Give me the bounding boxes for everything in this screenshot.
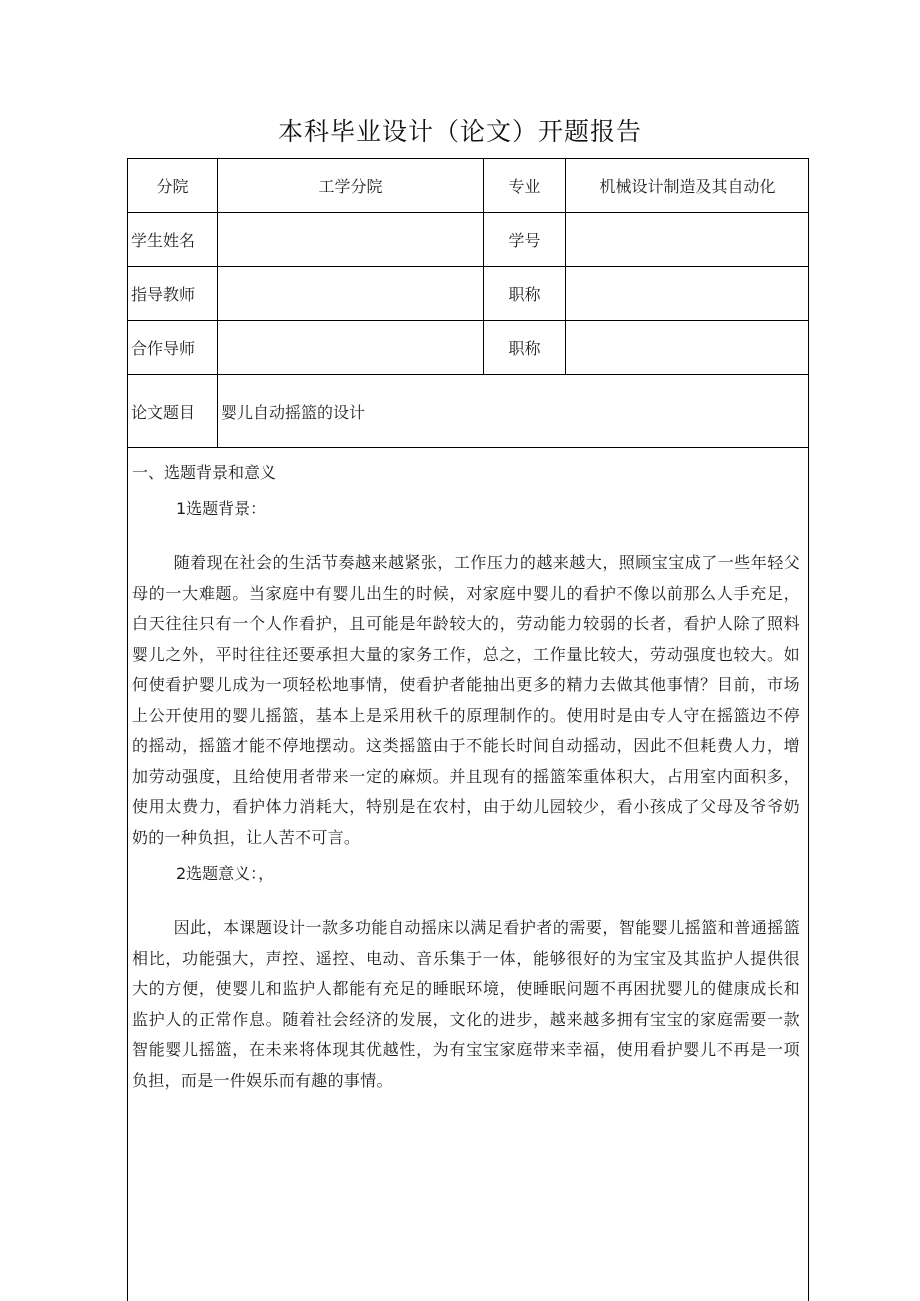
- report-form: [127, 158, 809, 1301]
- co-advisor-label: 合作导师: [128, 321, 218, 375]
- table-row: [128, 375, 810, 448]
- table-row: [128, 267, 810, 321]
- department-label: 分院: [128, 159, 218, 213]
- advisor-title-field[interactable]: [566, 267, 810, 321]
- significance-heading: 2选题意义：，: [176, 864, 275, 883]
- student-name-label: 学生姓名: [128, 213, 218, 267]
- advisor-title-label: 职称: [484, 267, 566, 321]
- topic-field[interactable]: 婴儿自动摇篮的设计: [218, 375, 810, 448]
- report-body: [128, 448, 808, 1096]
- table-row: [128, 213, 810, 267]
- co-advisor-field[interactable]: [218, 321, 484, 375]
- section-heading: 一、选题背景和意义: [132, 463, 277, 482]
- co-advisor-title-label: 职称: [484, 321, 566, 375]
- advisor-field[interactable]: [218, 267, 484, 321]
- topic-label: 论文题目: [128, 375, 218, 448]
- page-title: 本科毕业设计（论文）开题报告: [277, 117, 642, 146]
- student-name-field[interactable]: [218, 213, 484, 267]
- background-paragraph: 随着现在社会的生活节奏越来越紧张，工作压力的越来越大，照顾宝宝成了一些年轻父母的一大难题。当家庭中有婴儿出生的时候，对家庭中婴儿的看护不像以前那么人手充足，白天往往只有一个人作看护，且可能是年龄较大的，劳动能力较弱的长者，看护人除了照料婴儿之外，平时往往还要承担大量的家务工作，总之，工作量比较大，劳动强度也较大。如何使看护婴儿成为一项轻松地事情，使看护者能抽出更多的精力去做其他事情？目前，市场上公开使用的婴儿摇篮，基本上是采用秋千的原理制作的。使用时是由专人守在摇篮边不停的摇动，摇篮才能不停地摆动。这类摇篮由于不能长时间自动摇动，因此不但耗费人力，增加劳动强度，且给使用者带来一定的麻烦。并且现有的摇篮笨重体积大，占用室内面积多，使用太费力，看护体力消耗大，特别是在农村，由于幼儿园较少，看小孩成了父母及爷爷奶奶的一种负担，让人苦不可言。: [132, 553, 800, 847]
- major-label: 专业: [484, 159, 566, 213]
- significance-paragraph: 因此，本课题设计一款多功能自动摇床以满足看护者的需要，智能婴儿摇篮和普通摇篮相比，功能强大，声控、遥控、电动、音乐集于一体，能够很好的为宝宝及其监护人提供很大的方便，使婴儿和监护人都能有充足的睡眠环境，使睡眠问题不再困扰婴儿的健康成长和监护人的正常作息。随着社会经济的发展，文化的进步，越来越多拥有宝宝的家庭需要一款智能婴儿摇篮，在未来将体现其优越性，为有宝宝家庭带来幸福，使用看护婴儿不再是一项负担，而是一件娱乐而有趣的事情。: [132, 918, 800, 1090]
- student-id-field[interactable]: [566, 213, 810, 267]
- table-row: [128, 321, 810, 375]
- background-heading: 1选题背景：: [176, 499, 267, 518]
- student-id-label: 学号: [484, 213, 566, 267]
- table-row: [128, 159, 810, 213]
- major-value[interactable]: 机械设计制造及其自动化: [566, 159, 810, 213]
- advisor-label: 指导教师: [128, 267, 218, 321]
- info-table: [127, 158, 809, 448]
- co-advisor-title-field[interactable]: [566, 321, 810, 375]
- department-value[interactable]: 工学分院: [218, 159, 484, 213]
